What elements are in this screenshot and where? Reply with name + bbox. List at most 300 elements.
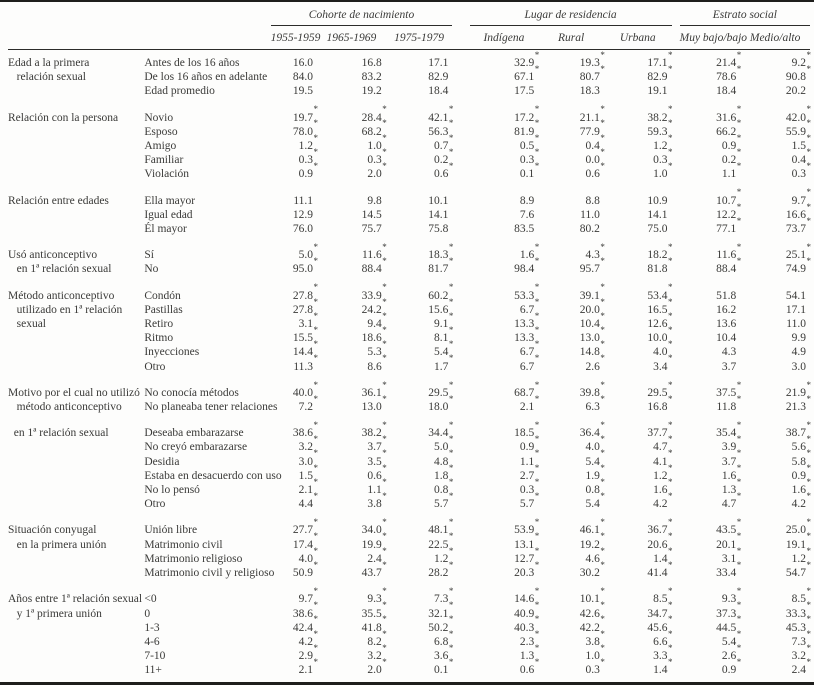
- value-cell: 36.7*: [647, 517, 673, 537]
- value-cell: 80.2: [579, 223, 600, 236]
- table-header: [8, 6, 810, 50]
- value-cell: 5.4*: [585, 490, 605, 511]
- value-cell: 8.5*: [653, 585, 673, 606]
- value-cell: 1.5*: [298, 462, 319, 482]
- value-cell: 46.1*: [579, 517, 605, 537]
- value-cell: 12.2*: [716, 201, 742, 221]
- column-gap: [452, 592, 469, 606]
- row-label: Ella mayor: [144, 194, 196, 207]
- value-cell: 3.4*: [653, 353, 673, 373]
- column-gap: [452, 289, 469, 303]
- column-gap: [452, 552, 469, 566]
- value-cell: 3.6*: [434, 642, 454, 663]
- value-cell: 5.4*: [434, 339, 454, 359]
- value-cell: 40.3*: [514, 614, 540, 634]
- value-cell: 0.1*: [519, 161, 540, 181]
- value-cell: 1.6*: [653, 476, 673, 497]
- category-label-line: Años entre 1ª relación sexual: [8, 593, 143, 606]
- value-cell: 73.7*: [785, 215, 811, 236]
- row-label: No creyó embarazarse: [144, 441, 248, 454]
- value-cell: 18.3: [579, 85, 600, 98]
- column-gap: [452, 426, 469, 440]
- value-cell: 39.8*: [579, 379, 605, 399]
- row-label: Inyecciones: [144, 346, 200, 359]
- column-gap: [452, 360, 469, 374]
- value-cell: 0.8*: [585, 476, 605, 497]
- value-cell: 22.5*: [428, 531, 454, 551]
- value-cell: 4.3*: [585, 241, 605, 262]
- value-cell: 0.6*: [585, 161, 605, 181]
- value-cell: 68.7*: [514, 379, 540, 399]
- group-header-cohorte: Cohorte de nacimiento: [271, 6, 453, 26]
- value-cell: 5.8*: [791, 448, 811, 468]
- value-cell: 3.2*: [791, 642, 811, 663]
- value-cell: 17.1*: [647, 49, 673, 69]
- value-cell: 1.2*: [653, 462, 673, 482]
- value-cell: 18.2*: [647, 241, 673, 262]
- table-row: [8, 592, 810, 606]
- value-cell: 12.9: [292, 208, 314, 221]
- value-cell: 0.6*: [434, 161, 454, 181]
- value-cell: 8.6*: [367, 353, 387, 373]
- value-cell: 1.6*: [721, 462, 742, 482]
- row-label: Antes de los 16 años: [144, 57, 240, 69]
- value-cell: 0.9*: [298, 161, 319, 181]
- value-cell: 75.7: [361, 223, 382, 236]
- value-cell: 81.7*: [428, 256, 454, 276]
- value-cell: 4.7*: [653, 434, 673, 454]
- value-cell: 78.0*: [292, 118, 319, 138]
- row-label: Retiro: [144, 318, 174, 331]
- table-section: [8, 580, 810, 677]
- row-label: Sí: [144, 249, 154, 262]
- value-cell: 3.0*: [298, 448, 319, 468]
- column-gap: [452, 26, 469, 50]
- value-cell: 19.9*: [361, 531, 387, 551]
- row-label: Otro: [144, 498, 166, 511]
- column-gap: [672, 222, 680, 236]
- value-cell: 0.9*: [721, 656, 742, 677]
- column-gap: [452, 70, 469, 84]
- value-cell: 9.9: [791, 332, 806, 345]
- value-cell: 42.6*: [579, 600, 605, 620]
- value-cell: 1.1*: [721, 161, 742, 181]
- value-cell: 2.4*: [791, 656, 811, 677]
- table-section: [8, 511, 810, 580]
- value-cell: 3.7*: [367, 434, 387, 454]
- column-header-indigena: Indígena: [470, 26, 539, 50]
- table-row: [8, 248, 810, 262]
- value-cell: 38.7*: [785, 419, 811, 440]
- value-cell: 3.0: [791, 360, 806, 373]
- column-gap: [452, 153, 469, 167]
- value-cell: 43.7*: [361, 559, 387, 580]
- value-cell: 0.2*: [434, 146, 454, 167]
- section-spacer: [8, 99, 810, 111]
- value-cell: 16.5*: [647, 296, 673, 316]
- value-cell: 90.8*: [785, 63, 811, 84]
- value-cell: 6.7*: [519, 339, 540, 359]
- value-cell: 16.2: [716, 303, 737, 316]
- category-label-line: en la primera unión: [8, 538, 107, 551]
- value-cell: 40.9*: [514, 600, 540, 620]
- value-cell: 59.3*: [647, 118, 673, 138]
- value-cell: 0.3*: [791, 161, 811, 181]
- table-row: [8, 289, 810, 303]
- row-label: No conocía métodos: [144, 386, 239, 399]
- value-cell: 3.2*: [298, 434, 319, 454]
- value-cell: 5.7*: [519, 490, 540, 511]
- value-cell: 19.2: [361, 85, 382, 98]
- category-label: [8, 111, 144, 182]
- column-gap: [452, 125, 469, 139]
- value-cell: 14.5: [361, 208, 382, 221]
- row-label: Familiar: [144, 154, 184, 167]
- value-cell: 4.2*: [791, 490, 811, 511]
- value-cell: 5.7*: [434, 490, 454, 511]
- value-cell: 1.6*: [791, 476, 811, 497]
- value-cell: 18.3*: [428, 241, 454, 262]
- value-cell: 20.0*: [579, 296, 605, 316]
- value-cell: 37.3*: [716, 600, 742, 620]
- value-cell: 9.3*: [721, 585, 742, 606]
- value-cell: 19.1: [647, 85, 668, 98]
- category-label-line: Motivo por el cual no utilizó: [8, 386, 140, 399]
- value-cell: 6.6*: [653, 628, 673, 648]
- group-header-row: [8, 6, 810, 26]
- value-cell: 13.3*: [514, 324, 540, 345]
- value-cell: 1.0*: [653, 161, 673, 181]
- category-label-line: en 1ª relación sexual: [8, 427, 109, 440]
- value-cell: 4.6*: [585, 545, 605, 565]
- value-cell: 3.3*: [653, 642, 673, 663]
- column-gap: [452, 440, 469, 454]
- column-gap: [452, 469, 469, 483]
- row-label: Esposo: [144, 125, 178, 138]
- value-cell: 18.6*: [361, 324, 387, 345]
- value-cell: 3.8*: [585, 628, 605, 648]
- value-cell: 2.1*: [298, 656, 319, 677]
- value-cell: 1.1*: [367, 476, 387, 497]
- value-cell: 77.9*: [579, 118, 605, 138]
- row-label: Matrimonio civil: [144, 538, 223, 551]
- table-section: [8, 50, 810, 99]
- value-cell: 14.1: [647, 208, 668, 221]
- value-cell: 21.4*: [716, 49, 742, 69]
- category-label-line: Situación conyugal: [8, 524, 97, 537]
- section-spacer: [8, 511, 810, 523]
- value-cell: 18.0*: [428, 393, 454, 414]
- column-gap: [452, 248, 469, 262]
- group-header-lugar: Lugar de residencia: [470, 6, 672, 26]
- column-gap: [452, 84, 469, 98]
- column-gap: [452, 111, 469, 125]
- value-cell: 1.2*: [791, 545, 811, 565]
- value-cell: 10.7*: [716, 187, 742, 207]
- value-cell: 81.8*: [647, 256, 673, 276]
- value-cell: 0.4*: [791, 146, 811, 167]
- column-header-muy-bajo-bajo: Muy bajo/bajo: [680, 26, 741, 50]
- value-cell: 13.3*: [514, 310, 540, 331]
- column-gap: [452, 208, 469, 222]
- value-cell: 77.1*: [716, 215, 742, 236]
- row-label: Él mayor: [144, 223, 187, 236]
- value-cell: 9.1*: [434, 310, 454, 331]
- value-cell: 13.0*: [579, 324, 605, 345]
- value-cell: 35.4*: [716, 419, 742, 440]
- value-cell: 4.0*: [653, 339, 673, 359]
- value-cell: 19.5: [292, 85, 314, 98]
- value-cell: 1.3*: [721, 476, 742, 497]
- table-section: [8, 277, 810, 374]
- value-cell: 31.6*: [716, 104, 742, 124]
- category-label-line: Relación con la persona: [8, 111, 119, 124]
- value-cell: 1.3*: [519, 642, 540, 663]
- value-cell: 38.2*: [647, 104, 673, 124]
- column-header-rural: Rural: [538, 26, 604, 50]
- value-cell: 83.2: [361, 71, 382, 84]
- column-header-urbana: Urbana: [604, 26, 672, 50]
- value-cell: 3.7*: [721, 448, 742, 468]
- value-cell: 16.6*: [785, 201, 811, 221]
- section-spacer: [8, 374, 810, 386]
- value-cell: 17.4*: [292, 531, 319, 551]
- value-cell: 29.5*: [647, 379, 673, 399]
- value-cell: 82.9: [428, 71, 449, 84]
- section-spacer: [8, 414, 810, 426]
- value-cell: 50.2*: [428, 614, 454, 634]
- column-header-medio-alto: Medio/alto: [740, 26, 810, 50]
- value-cell: 1.1*: [519, 448, 540, 468]
- value-cell: 0.3*: [585, 656, 605, 677]
- table-section: [8, 236, 810, 276]
- category-label-line: Edad a la primera: [8, 57, 90, 69]
- value-cell: 14.6*: [514, 585, 540, 606]
- value-cell: 44.5*: [716, 614, 742, 634]
- value-cell: 34.4*: [428, 419, 454, 440]
- value-cell: 51.8: [716, 289, 737, 302]
- value-cell: 12.6*: [647, 310, 673, 331]
- value-cell: 56.3*: [428, 118, 454, 138]
- value-cell: 2.1*: [519, 393, 540, 414]
- column-header-1965-1969: 1965-1969: [317, 26, 386, 50]
- value-cell: 7.3*: [434, 585, 454, 606]
- category-label-line: método anticonceptivo: [8, 401, 122, 414]
- value-cell: 27.7*: [292, 517, 319, 537]
- value-cell: 9.7*: [298, 585, 319, 606]
- value-cell: 42.0*: [785, 104, 811, 124]
- column-gap: [452, 222, 469, 236]
- value-cell: 33.9*: [361, 282, 387, 302]
- value-cell: 9.2*: [791, 49, 811, 69]
- table-section: [8, 414, 810, 511]
- value-cell: 30.2*: [579, 559, 605, 580]
- table-row: [8, 523, 810, 537]
- value-cell: 66.2*: [716, 118, 742, 138]
- category-label: [8, 194, 144, 237]
- value-cell: 14.1: [428, 208, 449, 221]
- column-gap: [672, 26, 680, 50]
- value-cell: 4.2*: [298, 628, 319, 648]
- value-cell: 2.1*: [298, 476, 319, 497]
- value-cell: 24.2*: [361, 296, 387, 316]
- value-cell: 19.3*: [579, 49, 605, 69]
- value-cell: 11.6*: [362, 241, 387, 262]
- value-cell: 13.6: [716, 318, 737, 331]
- row-label: Edad promedio: [144, 85, 215, 98]
- value-cell: 15.6*: [428, 296, 454, 316]
- value-cell: 95.0*: [292, 256, 319, 276]
- category-label: [8, 426, 144, 511]
- value-cell: 53.9*: [514, 517, 540, 537]
- value-cell: 5.4*: [585, 448, 605, 468]
- value-cell: 0.4*: [585, 132, 605, 153]
- value-cell: 3.1*: [721, 545, 742, 565]
- value-cell: 4.1*: [653, 448, 673, 468]
- column-gap: [452, 317, 469, 331]
- category-label-line: Relación entre edades: [8, 194, 109, 207]
- value-cell: 2.4*: [367, 545, 387, 565]
- value-cell: 0.3*: [519, 476, 540, 497]
- value-cell: 10.1: [428, 194, 449, 207]
- value-cell: 8.1*: [434, 324, 454, 345]
- value-cell: 8.5*: [791, 585, 811, 606]
- value-cell: 0.3*: [367, 146, 387, 167]
- column-gap: [672, 208, 680, 222]
- table-section: [8, 99, 810, 182]
- section-spacer: [8, 182, 810, 194]
- value-cell: 4.9: [791, 346, 806, 359]
- corner-cell: [8, 6, 271, 26]
- column-gap: [452, 538, 469, 552]
- value-cell: 0.3*: [519, 146, 540, 167]
- column-header-1955-1959: 1955-1959: [271, 26, 317, 50]
- value-cell: 5.0*: [298, 241, 319, 262]
- value-cell: 19.7*: [292, 104, 319, 124]
- value-cell: 54.1: [785, 289, 806, 302]
- value-cell: 35.5*: [361, 600, 387, 620]
- value-cell: 12.7*: [514, 545, 540, 565]
- value-cell: 80.7*: [579, 63, 605, 84]
- column-gap: [672, 84, 680, 98]
- value-cell: 45.6*: [647, 614, 673, 634]
- value-cell: 37.5*: [716, 379, 742, 399]
- value-cell: 1.2*: [653, 132, 673, 153]
- value-cell: 55.9*: [785, 118, 811, 138]
- row-label: Igual edad: [144, 208, 193, 221]
- value-cell: 10.1*: [579, 585, 605, 606]
- table-row: [8, 56, 810, 70]
- value-cell: 6.7*: [519, 353, 540, 373]
- value-cell: 15.5*: [292, 324, 319, 345]
- value-cell: 9.4*: [367, 310, 387, 331]
- value-cell: 38.2*: [361, 419, 387, 440]
- value-cell: 4.0*: [585, 434, 605, 454]
- value-cell: 5.4*: [721, 628, 742, 648]
- value-cell: 41.8*: [361, 614, 387, 634]
- value-cell: 81.9*: [514, 118, 540, 138]
- table-row: [8, 111, 810, 125]
- value-cell: 34.0*: [361, 517, 387, 537]
- value-cell: 20.6*: [647, 531, 673, 551]
- value-cell: 2.3*: [519, 628, 540, 648]
- column-gap: [452, 523, 469, 537]
- value-cell: 6.3*: [585, 393, 605, 414]
- value-cell: 38.6*: [292, 600, 319, 620]
- value-cell: 1.8*: [434, 462, 454, 482]
- row-label: Desidia: [144, 455, 180, 468]
- column-gap: [672, 6, 680, 26]
- value-cell: 17.5: [514, 85, 535, 98]
- column-gap: [452, 621, 469, 635]
- value-cell: 37.7*: [647, 419, 673, 440]
- value-cell: 2.9*: [298, 642, 319, 663]
- value-cell: 0.2*: [721, 146, 742, 167]
- value-cell: 1.0*: [367, 132, 387, 153]
- value-cell: 1.9*: [585, 462, 605, 482]
- table-row: [8, 386, 810, 400]
- value-cell: 7.6: [519, 208, 535, 221]
- row-label: 7-10: [144, 650, 166, 663]
- column-gap: [452, 139, 469, 153]
- column-gap: [452, 566, 469, 580]
- column-gap: [452, 649, 469, 663]
- value-cell: 11.0: [786, 318, 806, 331]
- value-cell: 3.7: [721, 360, 737, 373]
- row-label: Unión libre: [144, 524, 198, 537]
- value-cell: 82.9*: [647, 63, 673, 84]
- value-cell: 20.3*: [514, 559, 540, 580]
- value-cell: 21.3*: [785, 393, 811, 414]
- column-gap: [452, 455, 469, 469]
- category-label-line: Usó anticonceptivo: [8, 249, 98, 262]
- row-label: Deseaba embarazarse: [144, 427, 244, 440]
- value-cell: 17.2*: [514, 104, 540, 124]
- value-cell: 38.6*: [292, 419, 319, 440]
- value-cell: 14.8*: [579, 339, 605, 359]
- column-gap: [452, 262, 469, 276]
- column-gap: [452, 663, 469, 677]
- category-label-line: en 1ª relación sexual: [8, 263, 112, 276]
- value-cell: 18.5*: [514, 419, 540, 440]
- value-cell: 21.1*: [579, 104, 605, 124]
- column-gap: [452, 331, 469, 345]
- blank-header-cell: [8, 26, 271, 50]
- column-gap: [452, 194, 469, 208]
- value-cell: 0.8*: [434, 476, 454, 497]
- value-cell: 14.4*: [292, 339, 319, 359]
- value-cell: 2.6*: [721, 642, 742, 663]
- value-cell: 42.2*: [579, 614, 605, 634]
- value-cell: 3.1*: [298, 310, 319, 331]
- value-cell: 0.5*: [519, 132, 540, 153]
- value-cell: 7.3*: [791, 628, 811, 648]
- column-gap: [452, 607, 469, 621]
- value-cell: 20.2: [785, 85, 806, 98]
- value-cell: 32.1*: [428, 600, 454, 620]
- category-label-line: relación sexual: [8, 71, 86, 84]
- row-label: Violación: [144, 168, 190, 181]
- value-cell: 48.1*: [428, 517, 454, 537]
- value-cell: 13.1*: [514, 531, 540, 551]
- value-cell: 42.4*: [292, 614, 319, 634]
- row-label: Condón: [144, 289, 181, 302]
- column-gap: [452, 167, 469, 181]
- value-cell: 1.0*: [585, 642, 605, 663]
- value-cell: 36.1*: [361, 379, 387, 399]
- value-cell: 0.6*: [519, 656, 540, 677]
- value-cell: 0.3*: [298, 146, 319, 167]
